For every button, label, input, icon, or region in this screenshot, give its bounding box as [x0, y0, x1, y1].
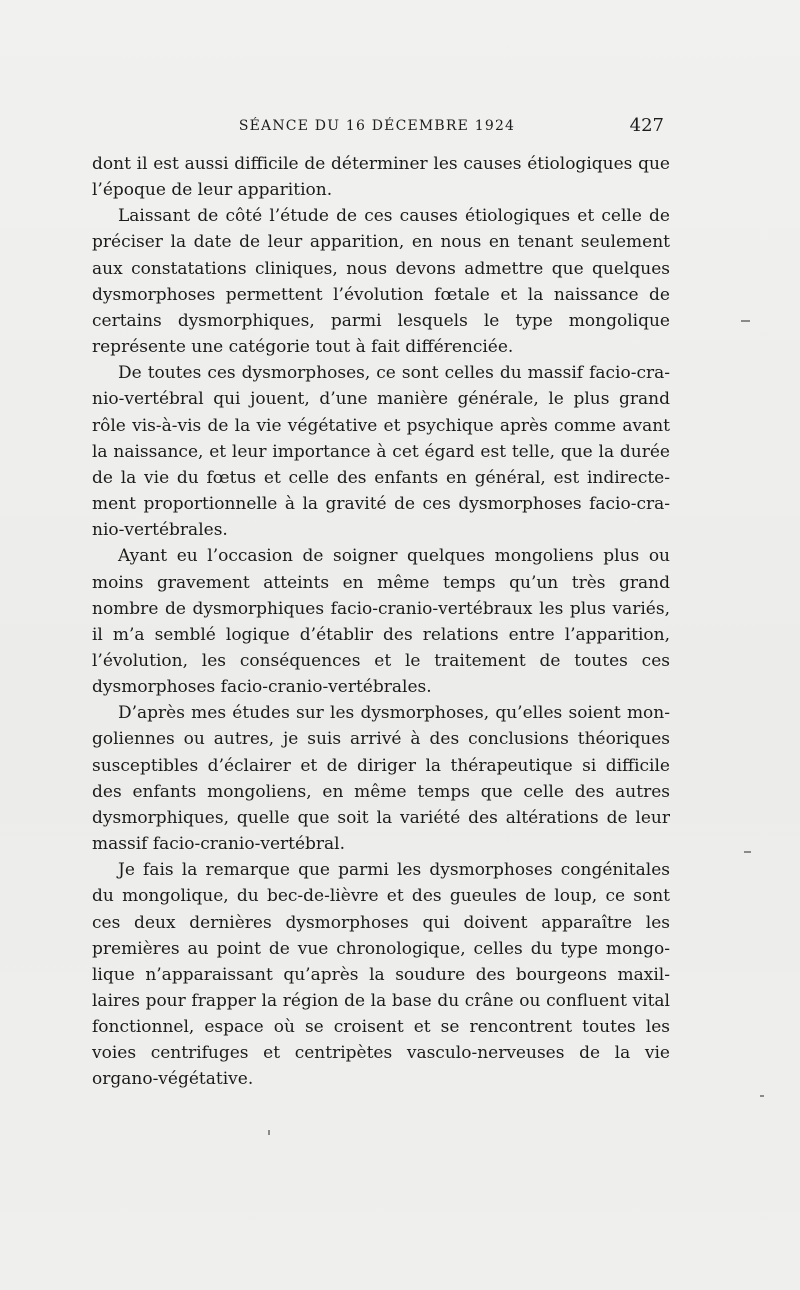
paragraph: De toutes ces dysmorphoses, ce sont celles du massif facio-cranio-vertébral qui jouent, d’une manière générale, le plus grand rôle vis-à-vis de la vie végétative et psychique après comme avant la naissance, et leur importance à cet égard est telle, que la durée de la vie du fœtus et celle des enfants en général, est indirectement proportionnelle à la gravité de ces dysmorphoses facio-cranio-vertébrales. [92, 363, 670, 541]
body-text [92, 151, 670, 1093]
margin-speck [268, 1130, 270, 1135]
paragraph: D’après mes études sur les dysmorphoses, qu’elles soient mongoliennes ou autres, je suis arrivé à des conclusions théoriques susceptibles d’éclairer et de diriger la thérapeutique si difficile des enfants mongoliens, en même temps que celle des autres dysmorphiques, quelle que soit la variété des altérations de leur massif facio-cranio-vertébral. [92, 703, 670, 855]
margin-speck [741, 320, 750, 322]
margin-speck [744, 851, 751, 853]
paragraph: Ayant eu l’occasion de soigner quelques mongoliens plus ou moins gravement atteints en même temps qu’un très grand nombre de dysmorphiques facio-cranio-vertébraux les plus variés, il m’a semblé logique d’établir des relations entre l’apparition, l’évolution, les conséquences et le traitement de toutes ces dysmorphoses facio-cranio-vertébrales. [92, 546, 670, 698]
running-title: SÉANCE DU 16 DÉCEMBRE 1924 [238, 118, 516, 134]
page-header [90, 115, 664, 139]
paragraph: Je fais la remarque que parmi les dysmorphoses congénitales du mongolique, du bec-de-lièvre et des gueules de loup, ce sont ces deux dernières dysmorphoses qui doivent apparaître les premières au point de vue chronologique, celles du type mongolique n’apparaissant qu’après la soudure des bourgeons maxillaires pour frapper la région de la base du crâne ou confluent vital fonctionnel, espace où se croisent et se rencontrent toutes les voies centrifuges et centripètes vasculo-nerveuses de la vie organo-végétative. [92, 860, 670, 1090]
paragraph: Laissant de côté l’étude de ces causes étiologiques et celle de préciser la date de leur apparition, en nous en tenant seulement aux constatations cliniques, nous devons admettre que quelques dysmorphoses permettent l’évolution fœtale et la naissance de certains dysmorphiques, parmi lesquels le type mongolique représente une catégorie tout à fait différenciée. [92, 206, 670, 358]
page-number: 427 [629, 115, 664, 136]
margin-speck [760, 1095, 764, 1097]
paragraph: dont il est aussi difficile de déterminer les causes étiologiques que l’époque de leur apparition. [92, 154, 670, 201]
